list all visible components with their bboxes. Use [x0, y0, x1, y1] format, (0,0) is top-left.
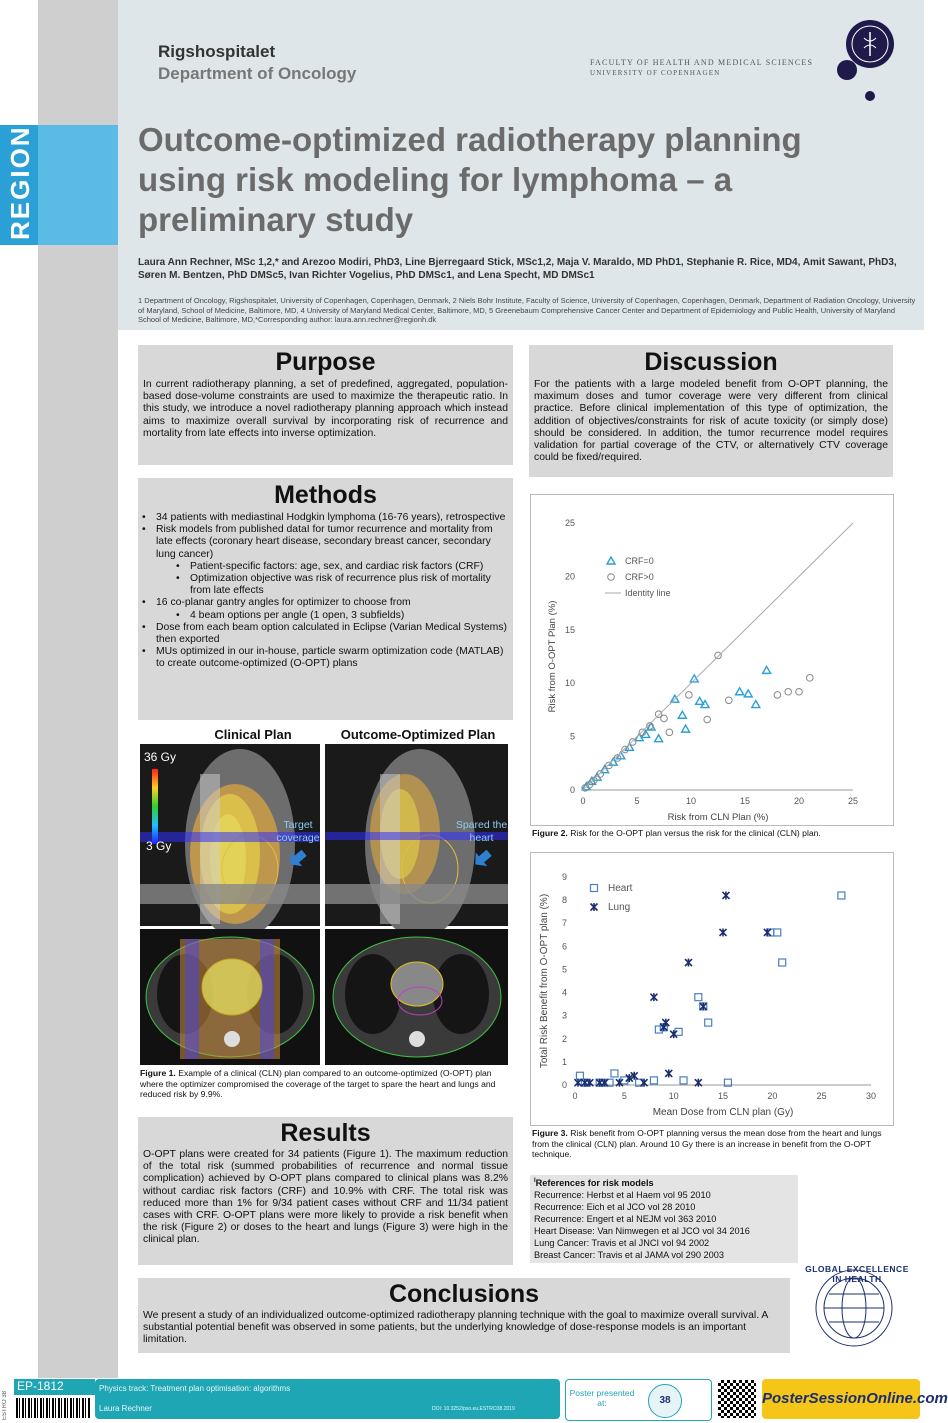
y-axis-label: Total Risk Benefit from O-OPT plan (%) — [539, 893, 550, 1069]
axial-optimized-image — [325, 929, 508, 1065]
figure-2-plot — [531, 495, 893, 825]
methods-box — [138, 478, 513, 720]
methods-subitem: • 4 beam options per angle (1 open, 3 subfields) — [190, 610, 510, 622]
data-point-lung — [695, 1079, 702, 1087]
data-point-crf-0 — [796, 688, 803, 695]
y-tick-label: 9 — [561, 872, 567, 882]
x-tick-label: 10 — [685, 796, 697, 806]
data-point-lung — [586, 1079, 593, 1087]
figure-1-caption — [140, 1068, 510, 1100]
authors: Laura Ann Rechner, MSc 1,2,* and Arezoo Modiri, PhD3, Line Bjerregaard Stick, MSc1,2, Maja V. Maraldo, MD PhD1, Stephanie R. Rice, MD4, Amit Sawant, PhD3, Søren M. Bentzen, PhD DMSc5, Ivan Richter Vogelius, PhD DMSc1, and Lena Specht, MD DMSc1 — [138, 257, 897, 281]
legend-label: CRF>0 — [625, 572, 654, 582]
badge-text: GLOBAL EXCELLENCE IN HEALTH — [805, 1264, 909, 1284]
x-tick-label: 0 — [572, 1091, 578, 1101]
data-point-crf-0 — [655, 735, 663, 742]
results-title: Results — [280, 1119, 371, 1147]
x-tick-label: 25 — [816, 1091, 827, 1101]
dose-scale-max: 36 Gy — [144, 750, 177, 764]
figure-3-plot — [531, 853, 893, 1125]
figure-3-caption-label: Figure 3. — [532, 1128, 568, 1138]
y-tick-label: 10 — [564, 678, 575, 689]
legend-label: Heart — [608, 883, 633, 894]
dose-scale-min: 3 Gy — [146, 839, 172, 853]
y-tick-label: 8 — [561, 895, 567, 906]
data-point-crf-0 — [686, 692, 693, 699]
university-seal-icon — [834, 18, 904, 108]
global-excellence-badge — [796, 1262, 916, 1354]
figure-2-caption-label: Figure 2. — [532, 828, 568, 838]
y-tick-label: 5 — [569, 731, 575, 742]
data-point-crf-0 — [807, 675, 814, 682]
data-point-lung — [720, 928, 727, 936]
figure-2-caption-text: Risk for the O-OPT plan versus the risk for the clinical (CLN) plan. — [567, 828, 821, 838]
data-point-crf-0 — [690, 675, 698, 682]
data-point-lung — [616, 1079, 623, 1087]
hospital-name: Rigshospitalet — [158, 42, 276, 61]
y-axis-label: Risk from O-OPT Plan (%) — [547, 600, 558, 713]
data-point-crf-0 — [682, 725, 690, 732]
y-tick-label: 2 — [561, 1033, 567, 1044]
figure-3-caption — [532, 1128, 892, 1160]
data-point-heart — [705, 1019, 712, 1026]
reference-item: Recurrence: Engert et al NEJM vol 363 2010 — [534, 1214, 717, 1225]
x-tick-label: 0 — [580, 796, 586, 806]
data-point-lung — [764, 928, 771, 936]
legend-marker — [608, 574, 615, 581]
methods-item-text: Risk models from published dataI for tumor recurrence and mortality from late effects (coronary heart disease, secondary breast cancer, secondary lung cancer) — [156, 524, 493, 560]
data-point-lung — [650, 993, 657, 1001]
figure-3-caption-text: Risk benefit from O-OPT planning versus the mean dose from the heart and lungs from the clinical (CLN) plan. Around 10 Gy there is an increase in benefit from the O-OPT technique. — [532, 1128, 882, 1159]
axial-clinical-image — [140, 929, 320, 1065]
results-text: O-OPT plans were created for 34 patients (Figure 1). The maximum reduction of the total risk (summed probabilities of recurrence and normal tissue complication) achieved by O-OPT plans compared to clinical plans was 8.2% without cardiac risk factors (CRF) and 10.9% with CRF. The total risk was reduced more than 1% for 9/34 patient cases without CRF and 11/34 patient cases with CRF. O-OPT plans were more likely to provide a risk benefit when the risk (Figure 2) or doses to the heart and lungs (Figure 3) were high in the clinical plan. — [143, 1149, 508, 1246]
conclusions-title: Conclusions — [388, 1280, 539, 1308]
barcode-icon — [16, 1398, 90, 1418]
data-point-crf-0 — [763, 666, 771, 673]
data-point-heart — [774, 929, 781, 936]
data-point-heart — [838, 892, 845, 899]
data-point-lung — [685, 959, 692, 967]
data-point-crf-0 — [785, 688, 792, 695]
y-tick-label: 20 — [564, 571, 575, 582]
data-point-heart — [695, 994, 702, 1001]
qr-code-icon — [718, 1380, 756, 1418]
data-point-heart — [650, 1077, 657, 1084]
footer-presenter: Laura Rechner — [99, 1404, 152, 1413]
y-tick-label: 6 — [561, 941, 567, 952]
y-tick-label: 5 — [561, 964, 567, 975]
y-tick-label: 25 — [564, 518, 575, 528]
legend-label: Lung — [608, 902, 631, 913]
footer-side-code: ESTRO 38 — [2, 1390, 8, 1420]
data-point-lung — [670, 1030, 677, 1038]
results-box — [138, 1117, 513, 1265]
data-point-crf-0 — [736, 688, 744, 695]
references-title-text: References for risk models — [535, 1178, 654, 1189]
methods-list — [138, 512, 510, 671]
data-point-crf-0 — [622, 746, 629, 753]
estro-logo-icon: 38 — [648, 1384, 682, 1418]
methods-item — [156, 524, 510, 597]
footer-track: Physics track: Treatment plan optimisation: algorithms — [99, 1384, 291, 1393]
x-axis-label: Mean Dose from CLN plan (Gy) — [652, 1107, 794, 1118]
x-tick-label: 10 — [668, 1091, 679, 1101]
data-point-heart — [779, 959, 786, 966]
x-tick-label: 20 — [793, 796, 805, 806]
references-box — [530, 1175, 798, 1263]
data-point-heart — [611, 1070, 618, 1077]
methods-item: • Dose from each beam option calculated in Eclipse (Varian Medical Systems) then exported — [156, 622, 510, 646]
x-tick-label: 15 — [739, 796, 751, 806]
department-name: Department of Oncology — [158, 64, 357, 83]
purpose-title: Purpose — [275, 348, 376, 376]
x-tick-label: 15 — [717, 1091, 729, 1101]
data-point-lung — [665, 1069, 672, 1077]
methods-subitem: • Optimization objective was risk of recurrence plus risk of mortality from late effects — [190, 573, 510, 597]
x-tick-label: 5 — [634, 796, 640, 806]
affiliations: 1 Department of Oncology, Rigshospitalet, University of Copenhagen, Copenhagen, Denmark, 2 Niels Bohr Institute, Faculty of Science, University of Copenhagen, Copenhagen, Denmark, Department of Radiation Oncology, University of Maryland, School of Medicine, Baltimore, MD, 4 University of Maryland Medical Center, Baltimore, MD, 5 Greenebaum Comprehensive Cancer Center and Department of Epidemiology and Public Health, University of Maryland School of Medicine, Baltimore, MD,*Corresponding author: laura.ann.rechner@regionh.dk — [138, 296, 916, 324]
reference-item: Heart Disease: Van Nimwegen et al JCO vol 34 2016 — [534, 1226, 750, 1237]
y-tick-label: 15 — [564, 624, 575, 635]
figure-1-caption-label: Figure 1. — [140, 1068, 176, 1078]
university-name: UNIVERSITY OF COPENHAGEN — [590, 69, 721, 77]
x-tick-label: 20 — [767, 1091, 778, 1101]
methods-item — [156, 597, 510, 621]
legend-marker — [607, 557, 615, 564]
faculty-name: FACULTY OF HEALTH AND MEDICAL SCIENCES — [590, 58, 814, 67]
footer-doi: DOI: 10.3252/pso.eu.ESTRO38.2019 — [432, 1406, 515, 1412]
y-tick-label: 1 — [561, 1056, 567, 1067]
figure-3-chart — [530, 852, 894, 1126]
data-point-lung — [700, 1002, 707, 1010]
poster-title: Outcome-optimized radiotherapy planning using risk modeling for lymphoma – a preliminary study — [138, 121, 802, 238]
y-tick-label: 4 — [561, 987, 567, 998]
data-point-crf-0 — [726, 697, 733, 704]
region-logo-text: REGION — [5, 125, 35, 240]
discussion-box — [529, 345, 893, 477]
data-point-crf-0 — [744, 690, 752, 697]
figure-2-chart — [530, 494, 894, 826]
reference-item: Lung Cancer: Travis et al JNCI vol 94 2002 — [534, 1238, 710, 1249]
data-point-crf-0 — [666, 729, 673, 736]
figure-1 — [138, 722, 513, 1112]
reference-item: Recurrence: Eich et al JCO vol 28 2010 — [534, 1202, 696, 1213]
methods-subitem: • Patient-specific factors: age, sex, and cardiac risk factors (CRF) — [190, 561, 510, 573]
data-point-lung — [722, 891, 729, 899]
legend-marker — [591, 903, 598, 911]
data-point-crf-0 — [678, 711, 686, 718]
reference-item: Recurrence: Herbst et al Haem vol 95 2010 — [534, 1190, 711, 1201]
methods-item: • MUs optimized in our in-house, particle swarm optimization code (MATLAB) to create outcome-optimized (O-OPT) plans — [156, 646, 510, 670]
y-tick-label: 0 — [569, 785, 575, 795]
presented-at-box — [565, 1379, 712, 1421]
data-point-crf-0 — [696, 697, 704, 704]
x-axis-label: Risk from CLN Plan (%) — [667, 812, 769, 823]
legend-marker — [591, 885, 598, 892]
identity-line — [583, 523, 853, 790]
data-point-crf-0 — [661, 715, 668, 722]
y-tick-label: 0 — [561, 1080, 567, 1090]
x-tick-label: 25 — [847, 796, 859, 806]
legend-label: Identity line — [625, 588, 671, 598]
figure-1-caption-text: Example of a clinical (CLN) plan compared to an outcome-optimized (O-OPT) plan where the optimizer compromised the coverage of the target to spare the heart and lungs and reduced risk by 9.9%. — [140, 1068, 496, 1099]
references-title: $^I$References for risk models — [534, 1178, 654, 1189]
data-point-crf-0 — [629, 739, 636, 746]
x-tick-label: 5 — [621, 1091, 627, 1101]
x-tick-label: 30 — [865, 1091, 877, 1101]
purpose-text: In current radiotherapy planning, a set of predefined, aggregated, population-based dose-volume constraints are used to maximize the therapeutic ratio. In this study, we introduce a novel radiotherapy planning approach which instead aims to maximize overall survival by incorporating risk of recurrence and mortality from late effects into inverse optimization. — [143, 379, 508, 439]
data-point-crf-0 — [704, 716, 711, 723]
data-point-crf-0 — [752, 701, 760, 708]
poster-code: EP-1812 — [14, 1379, 95, 1395]
fig1-left-title: Clinical Plan — [214, 727, 292, 742]
figure-2-caption — [532, 828, 892, 839]
reference-item: Breast Cancer: Travis et al JAMA vol 290 2003 — [534, 1250, 724, 1261]
data-point-crf-0 — [774, 692, 781, 699]
data-point-lung — [641, 1079, 648, 1087]
region-logo-block-light — [38, 125, 118, 245]
data-point-heart — [576, 1072, 583, 1079]
methods-item-text: 16 co-planar gantry angles for optimizer to choose from — [156, 597, 411, 609]
conclusions-text: We present a study of an individualized outcome-optimized radiotherapy planning technique with the goal to maximize overall survival. A substantial potential benefit was observed in some patients, but the underlying knowledge of dose-response models is an important limitation. — [143, 1310, 768, 1346]
data-point-lung — [662, 1019, 669, 1027]
conclusions-box — [138, 1278, 790, 1353]
data-point-lung — [601, 1079, 608, 1087]
legend-label: CRF=0 — [625, 556, 654, 566]
presented-at-text: Poster presented at: — [569, 1388, 635, 1408]
methods-title: Methods — [274, 481, 377, 509]
discussion-title: Discussion — [644, 348, 778, 376]
discussion-text: For the patients with a large modeled benefit from O-OPT planning, the maximum doses and tumor coverage were very different from clinical practice. Before clinical implementation of this type of optimization, the addition of objectives/constraints for risk of acute toxicity (or simply dose) should be considered. In addition, the tumor recurrence model requires validation for partial coverage of the CTV, or alternatively CTV coverage could be fixed/required. — [534, 379, 888, 464]
fig1-right-title: Outcome-Optimized Plan — [340, 727, 496, 742]
postersessiononline-logo: PosterSessionOnline.com — [762, 1379, 920, 1419]
target-coverage-label: Target coverage — [276, 819, 320, 844]
y-tick-label: 3 — [561, 1010, 567, 1021]
purpose-box — [138, 345, 513, 465]
spared-heart-label: Spared the heart — [455, 819, 508, 844]
data-point-heart — [680, 1077, 687, 1084]
methods-item: • 34 patients with mediastinal Hodgkin lymphoma (16-76 years), retrospective — [156, 512, 510, 524]
y-tick-label: 7 — [561, 918, 567, 929]
data-point-lung — [574, 1079, 581, 1087]
data-point-crf-0 — [715, 652, 722, 659]
